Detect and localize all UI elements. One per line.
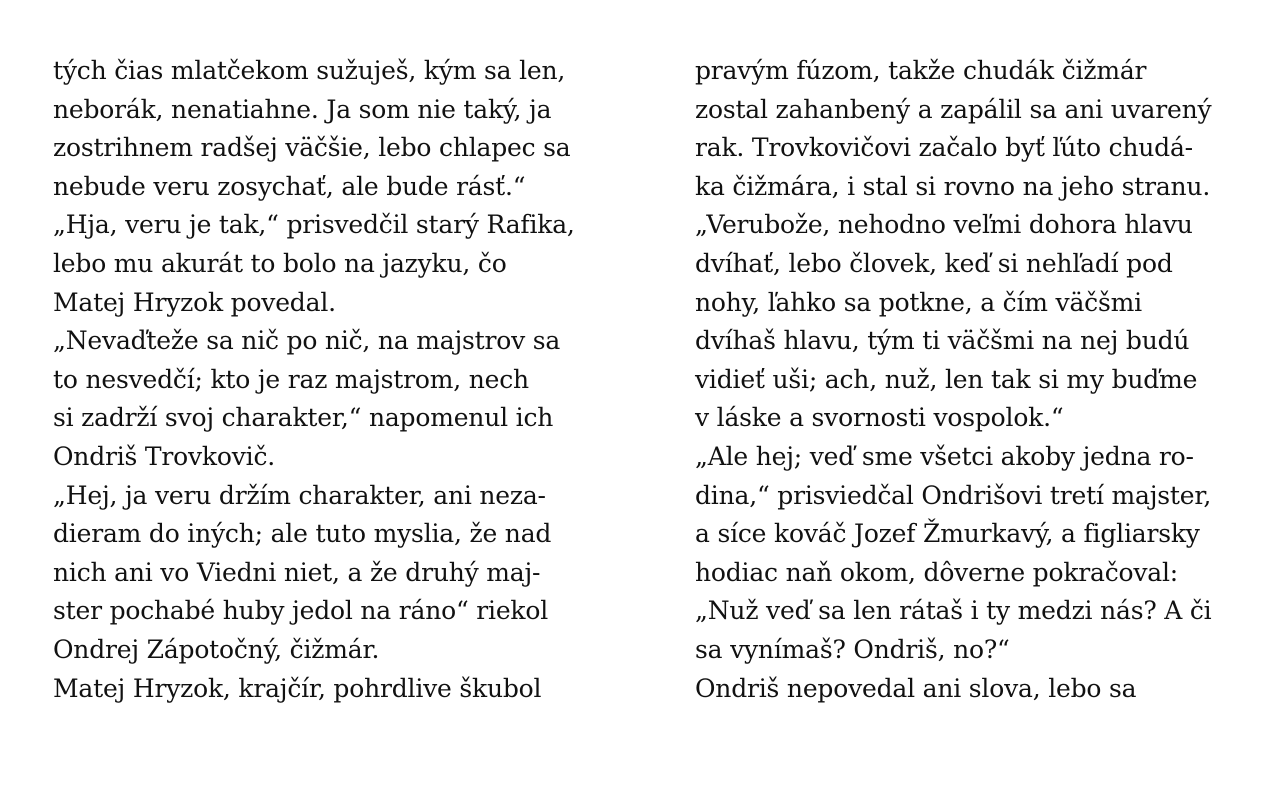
text-line: „Ale hej; veď sme všetci akoby jedna ro- [695, 441, 1194, 471]
text-line: lebo mu akurát to bolo na jazyku, čo [53, 248, 507, 278]
text-line: Ondriš nepovedal ani slova, lebo sa [695, 673, 1137, 703]
text-line: a síce kováč Jozef Žmurkavý, a figliarsky [695, 519, 1200, 549]
text-line: Matej Hryzok povedal. [53, 287, 336, 317]
text-column-right [695, 52, 1255, 708]
text-line: dvíhaš hlavu, tým ti väčšmi na nej budú [695, 326, 1190, 356]
text-line: nebude veru zosychať, ale bude rásť.“ [53, 171, 526, 201]
text-line: „Hja, veru je tak,“ prisvedčil starý Rafika, [53, 210, 575, 240]
text-line: nohy, ľahko sa potkne, a čím väčšmi [695, 287, 1142, 317]
text-column-left [53, 52, 613, 708]
text-line: sa vynímaš? Ondriš, no?“ [695, 634, 1010, 664]
text-line: Ondrej Zápotočný, čižmár. [53, 634, 380, 664]
text-line: v láske a svornosti vospolok.“ [695, 403, 1064, 433]
text-line: ster pochabé huby jedol na ráno“ riekol [53, 596, 549, 626]
text-line: dvíhať, lebo človek, keď si nehľadí pod [695, 248, 1173, 278]
text-line: zostrihnem radšej väčšie, lebo chlapec sa [53, 133, 571, 163]
text-line: Matej Hryzok, krajčír, pohrdlive škubol [53, 673, 542, 703]
text-line: ka čižmára, i stal si rovno na jeho stranu. [695, 171, 1211, 201]
text-line: rak. Trovkovičovi začalo byť ľúto chudá- [695, 133, 1193, 163]
text-line: „Verubože, nehodno veľmi dohora hlavu [695, 210, 1193, 240]
text-line: zostal zahanbený a zapálil sa ani uvarený [695, 94, 1212, 124]
text-line: si zadrží svoj charakter,“ napomenul ich [53, 403, 554, 433]
text-line: „Hej, ja veru držím charakter, ani neza- [53, 480, 546, 510]
text-line: pravým fúzom, takže chudák čižmár [695, 56, 1147, 85]
text-line: neborák, nenatiahne. Ja som nie taký, ja [53, 94, 552, 124]
text-line: hodiac naň okom, dôverne pokračoval: [695, 557, 1179, 587]
text-line: Ondriš Trovkovič. [53, 441, 275, 471]
text-line: dina,“ prisviedčal Ondrišovi tretí majster, [695, 480, 1212, 510]
text-line: to nesvedčí; kto je raz majstrom, nech [53, 364, 529, 394]
text-line: nich ani vo Viedni niet, a že druhý maj- [53, 557, 541, 587]
text-line: vidieť uši; ach, nuž, len tak si my buďme [695, 364, 1198, 394]
text-line: „Nuž veď sa len rátaš i ty medzi nás? A či [695, 596, 1212, 626]
text-line: tých čias mlatčekom sužuješ, kým sa len, [53, 56, 566, 85]
text-line: dieram do iných; ale tuto myslia, že nad [53, 519, 552, 549]
text-line: „Nevaďteže sa nič po nič, na majstrov sa [53, 326, 561, 356]
